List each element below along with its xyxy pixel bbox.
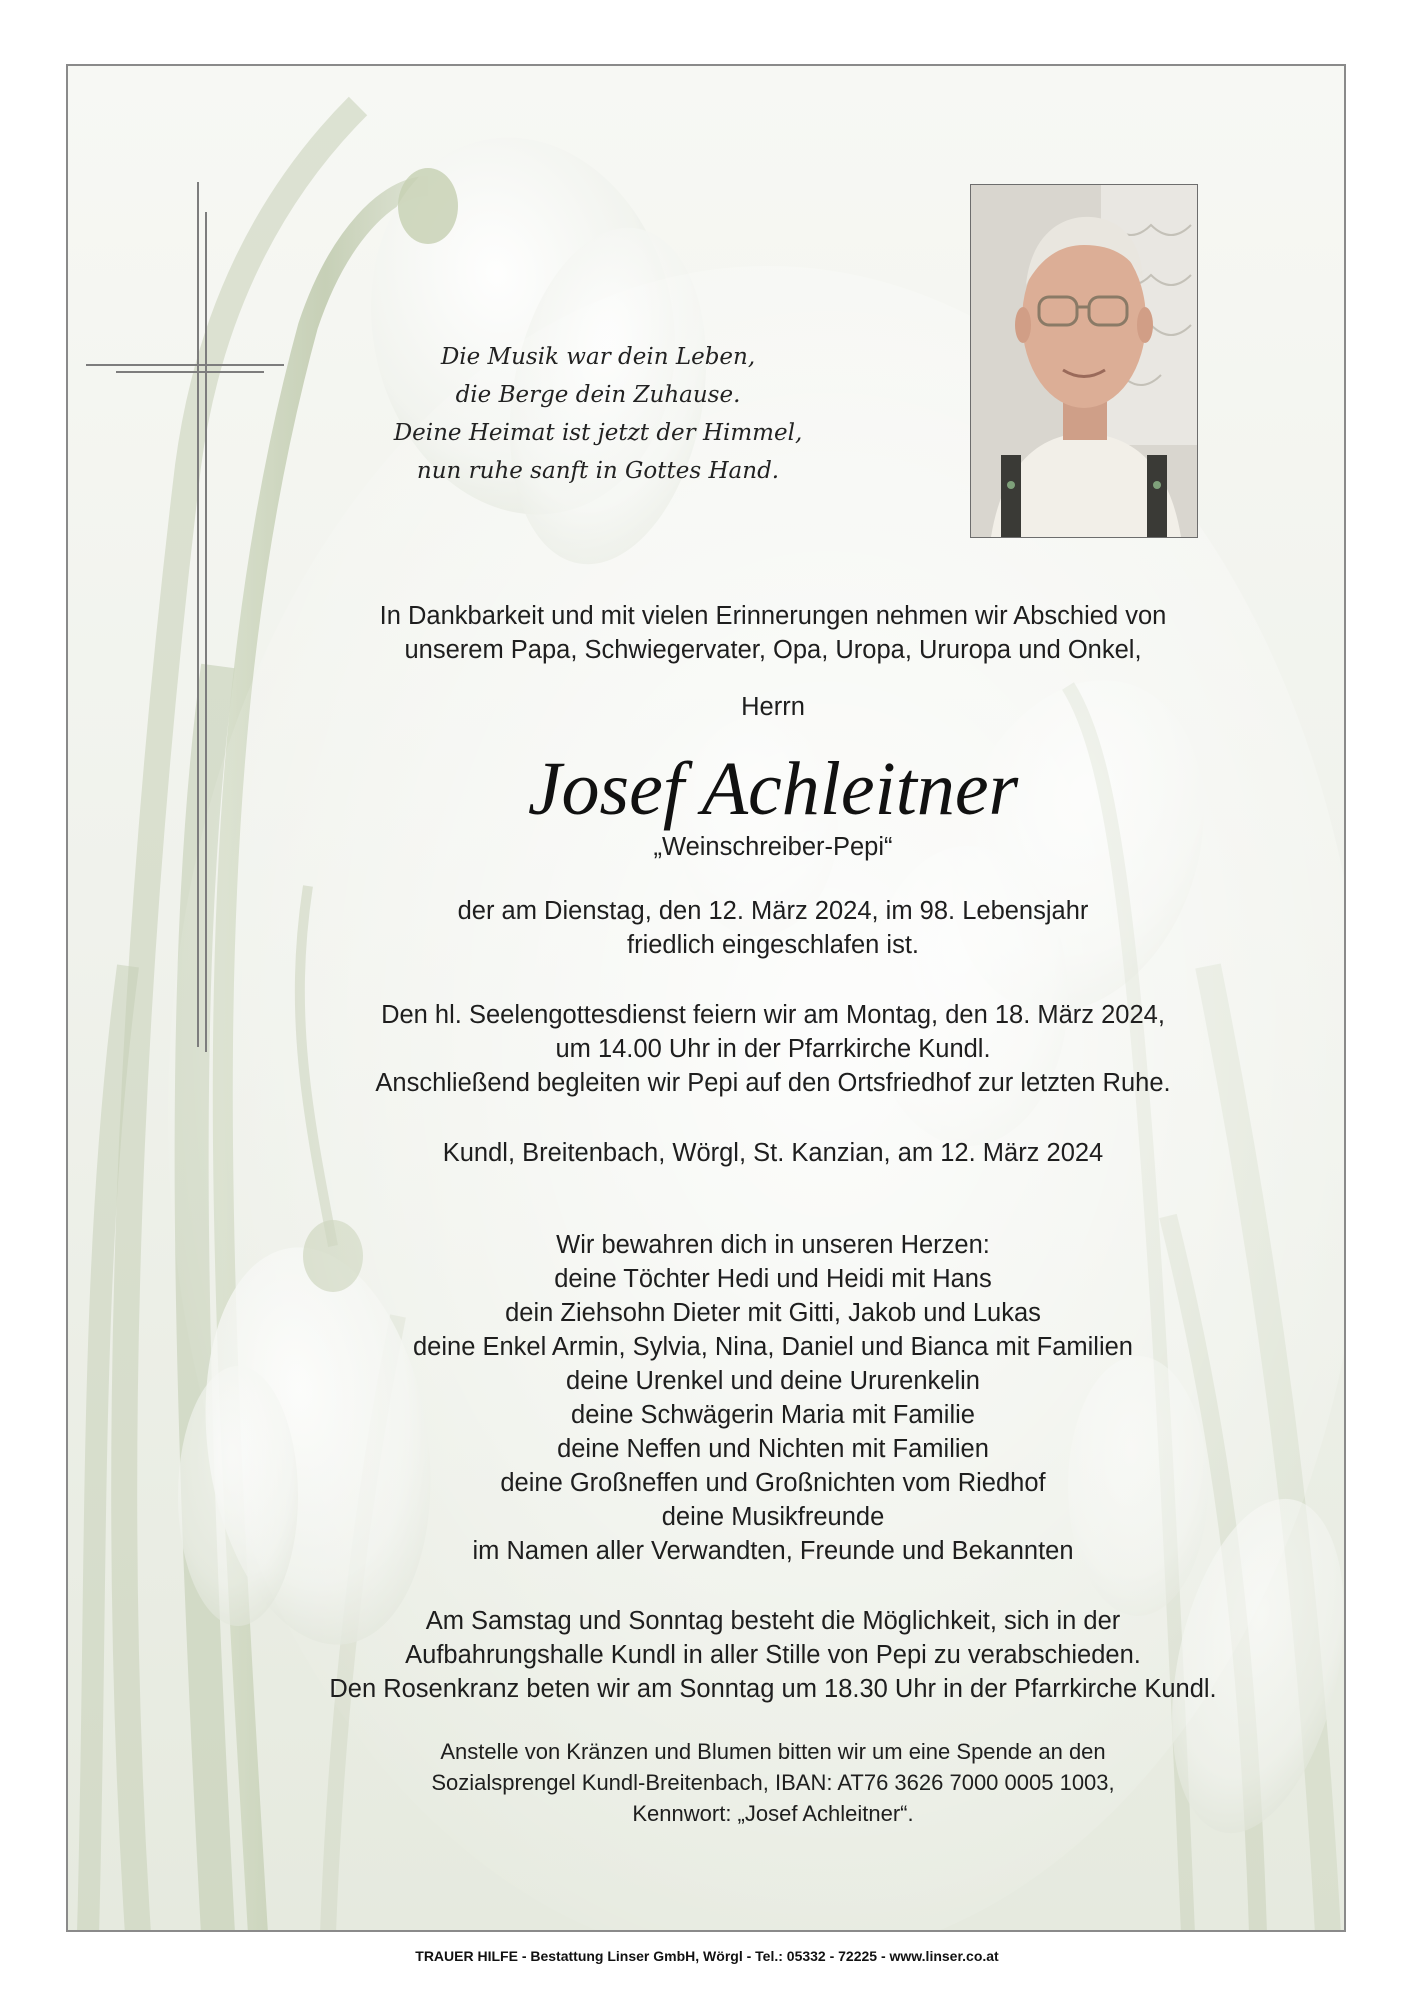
- mourner-line: Wir bewahren dich in unseren Herzen:: [556, 1231, 990, 1259]
- mourners-list: [296, 1228, 1250, 1568]
- donation-line: Sozialsprengel Kundl-Breitenbach, IBAN: AT76 3626 7000 0005 1003,: [431, 1770, 1115, 1795]
- viewing-info: [296, 1604, 1250, 1706]
- mourner-line: deine Enkel Armin, Sylvia, Nina, Daniel und Bianca mit Familien: [412, 1333, 1133, 1361]
- quote-line: Die Musik war dein Leben,: [440, 344, 756, 370]
- mourner-line: deine Großneffen und Großnichten vom Riedhof: [500, 1469, 1046, 1497]
- death-notice: [296, 894, 1250, 962]
- donation-line: Anstelle von Kränzen und Blumen bitten wir um eine Spende an den: [440, 1739, 1106, 1764]
- obituary-card: [66, 64, 1346, 1932]
- donation-request: [296, 1736, 1250, 1829]
- mourner-line: deine Urenkel und deine Ururenkelin: [566, 1367, 980, 1395]
- service-line: um 14.00 Uhr in der Pfarrkirche Kundl.: [555, 1035, 991, 1063]
- mourner-line: deine Musikfreunde: [661, 1503, 885, 1531]
- intro-line: In Dankbarkeit und mit vielen Erinnerungen nehmen wir Abschied von: [379, 602, 1167, 630]
- mourner-line: deine Schwägerin Maria mit Familie: [571, 1401, 975, 1429]
- quote-line: Deine Heimat ist jetzt der Himmel,: [393, 420, 803, 446]
- quote-line: nun ruhe sanft in Gottes Hand.: [416, 458, 780, 484]
- service-line: Anschließend begleiten wir Pepi auf den Ortsfriedhof zur letzten Ruhe.: [375, 1069, 1171, 1097]
- death-line: friedlich eingeschlafen ist.: [627, 931, 919, 959]
- place-date: Kundl, Breitenbach, Wörgl, St. Kanzian, am 12. März 2024: [442, 1139, 1104, 1167]
- cross-icon: [86, 182, 286, 1052]
- mourner-line: dein Ziehsohn Dieter mit Gitti, Jakob und Lukas: [505, 1299, 1041, 1327]
- nickname: „Weinschreiber-Pepi“: [653, 833, 893, 861]
- intro-block: [296, 599, 1250, 667]
- salutation: Herrn: [741, 693, 805, 721]
- service-line: Den hl. Seelengottesdienst feiern wir am Montag, den 18. März 2024,: [381, 1001, 1165, 1029]
- obituary-text: [296, 599, 1250, 1829]
- viewing-line: Den Rosenkranz beten wir am Sonntag um 18.30 Uhr in der Pfarrkirche Kundl.: [329, 1675, 1217, 1703]
- mourner-line: deine Neffen und Nichten mit Familien: [557, 1435, 989, 1463]
- viewing-line: Aufbahrungshalle Kundl in aller Stille von Pepi zu verabschieden.: [405, 1641, 1141, 1669]
- deceased-name: Josef Achleitner: [527, 747, 1019, 831]
- service-info: [296, 998, 1250, 1100]
- funeral-home-footer: TRAUER HILFE - Bestattung Linser GmbH, Wörgl - Tel.: 05332 - 72225 - www.linser.co.at: [415, 1948, 999, 1964]
- mourner-line: deine Töchter Hedi und Heidi mit Hans: [554, 1265, 992, 1293]
- death-line: der am Dienstag, den 12. März 2024, im 98. Lebensjahr: [457, 897, 1089, 925]
- intro-line: unserem Papa, Schwiegervater, Opa, Uropa, Ururopa und Onkel,: [404, 636, 1142, 664]
- portrait-photo: [970, 184, 1198, 538]
- mourner-line: im Namen aller Verwandten, Freunde und Bekannten: [472, 1537, 1074, 1565]
- memorial-quote: [318, 338, 878, 490]
- viewing-line: Am Samstag und Sonntag besteht die Möglichkeit, sich in der: [425, 1607, 1121, 1635]
- donation-line: Kennwort: „Josef Achleitner“.: [632, 1801, 914, 1826]
- quote-line: die Berge dein Zuhause.: [455, 382, 741, 408]
